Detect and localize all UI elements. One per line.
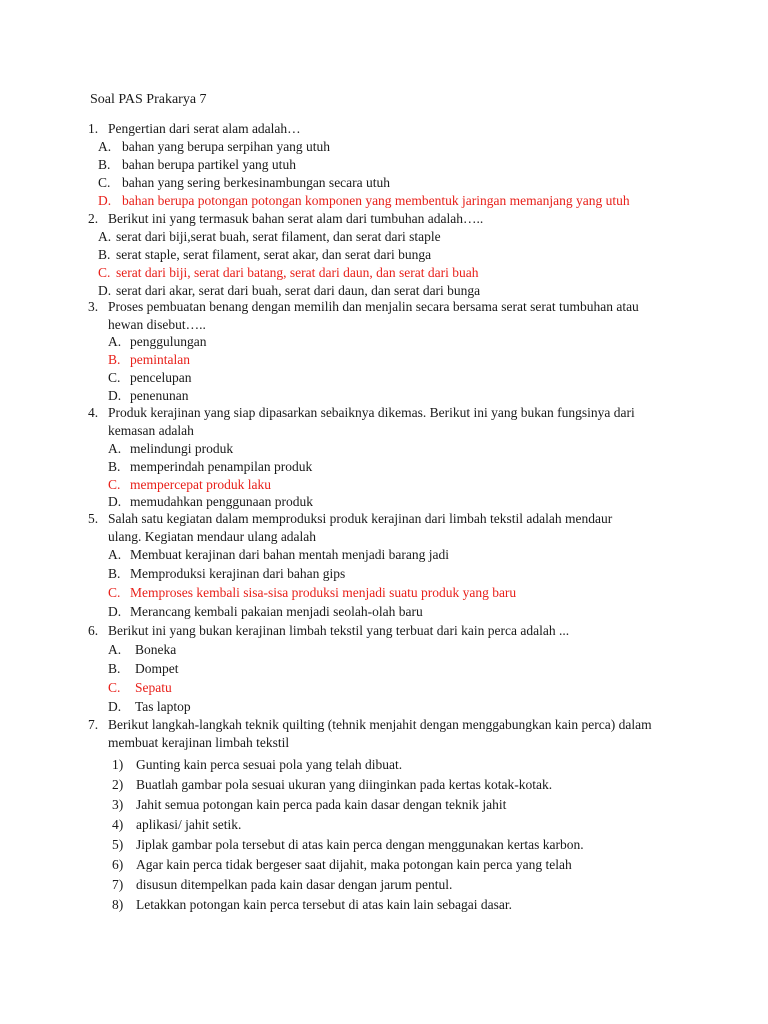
option-label: C. — [98, 265, 111, 280]
question-number: 3. — [88, 299, 99, 314]
step-number: 6) — [112, 857, 124, 872]
question-text: ulang. Kegiatan mendaur ulang adalah — [108, 529, 317, 544]
document-title: Soal PAS Prakarya 7 — [90, 92, 207, 107]
question-number: 2. — [88, 211, 99, 226]
step-number: 2) — [112, 777, 124, 792]
correct-answer-text: mempercepat produk laku — [130, 477, 271, 492]
option-text: Merancang kembali pakaian menjadi seolah-olah baru — [130, 604, 423, 619]
option-text: melindungi produk — [130, 441, 234, 456]
option-label: A. — [98, 229, 112, 244]
question-text: Berikut ini yang bukan kerajinan limbah tekstil yang terbuat dari kain perca adalah ... — [108, 623, 570, 638]
question-text: Pengertian dari serat alam adalah… — [108, 121, 301, 136]
step-number: 5) — [112, 837, 124, 852]
step-text: Letakkan potongan kain perca tersebut di atas kain lain sebagai dasar. — [136, 897, 512, 912]
question-text: Proses pembuatan benang dengan memilih dan menjalin secara bersama serat serat tumbuhan atau — [108, 299, 639, 314]
question-text: Berikut ini yang termasuk bahan serat alam dari tumbuhan adalah….. — [108, 211, 484, 226]
question-number: 5. — [88, 511, 99, 526]
option-label: A. — [98, 139, 112, 154]
option-label: B. — [98, 247, 111, 262]
option-label: C. — [108, 370, 121, 385]
option-label: D. — [108, 388, 122, 403]
step-text: Jahit semua potongan kain perca pada kain dasar dengan teknik jahit — [136, 797, 507, 812]
question-text: Produk kerajinan yang siap dipasarkan sebaiknya dikemas. Berikut ini yang bukan fungsinya dari — [108, 405, 635, 420]
question-number: 6. — [88, 623, 99, 638]
option-label: B. — [108, 352, 121, 367]
option-label: C. — [98, 175, 111, 190]
step-number: 7) — [112, 877, 124, 892]
question-number: 7. — [88, 717, 99, 732]
option-text: serat dari biji,serat buah, serat filament, dan serat dari staple — [116, 229, 441, 244]
step-text: Agar kain perca tidak bergeser saat dijahit, maka potongan kain perca yang telah — [136, 857, 572, 872]
question-number: 1. — [88, 121, 99, 136]
question-text: Salah satu kegiatan dalam memproduksi produk kerajinan dari limbah tekstil adalah mendaur — [108, 511, 613, 526]
option-text: Membuat kerajinan dari bahan mentah menjadi barang jadi — [130, 547, 450, 562]
step-text: aplikasi/ jahit setik. — [136, 817, 242, 832]
option-text: pencelupan — [130, 370, 192, 385]
option-label: B. — [108, 566, 121, 581]
option-text: penenunan — [130, 388, 189, 403]
option-label: B. — [98, 157, 111, 172]
option-label: B. — [108, 661, 121, 676]
option-text: serat staple, serat filament, serat akar, dan serat dari bunga — [116, 247, 432, 262]
question-text: kemasan adalah — [108, 423, 194, 438]
option-label: B. — [108, 459, 121, 474]
option-text: Dompet — [135, 661, 179, 676]
option-label: D. — [98, 193, 112, 208]
option-label: A. — [108, 441, 122, 456]
correct-answer-text: Memproses kembali sisa-sisa produksi menjadi suatu produk yang baru — [130, 585, 517, 600]
step-number: 8) — [112, 897, 124, 912]
step-number: 4) — [112, 817, 124, 832]
correct-answer-text: bahan berupa potongan potongan komponen yang membentuk jaringan memanjang yang utuh — [122, 193, 630, 208]
step-number: 3) — [112, 797, 124, 812]
option-text: serat dari akar, serat dari buah, serat dari daun, dan serat dari bunga — [116, 283, 481, 298]
option-label: A. — [108, 642, 122, 657]
option-text: penggulungan — [130, 334, 207, 349]
option-text: bahan yang berupa serpihan yang utuh — [122, 139, 331, 154]
option-label: A. — [108, 547, 122, 562]
option-text: bahan yang sering berkesinambungan secara utuh — [122, 175, 391, 190]
step-text: Gunting kain perca sesuai pola yang telah dibuat. — [136, 757, 403, 772]
option-text: Memproduksi kerajinan dari bahan gips — [130, 566, 346, 581]
step-text: disusun ditempelkan pada kain dasar dengan jarum pentul. — [136, 877, 453, 892]
option-text: memperindah penampilan produk — [130, 459, 313, 474]
option-text: bahan berupa partikel yang utuh — [122, 157, 296, 172]
option-label: A. — [108, 334, 122, 349]
option-text: memudahkan penggunaan produk — [130, 494, 313, 509]
option-text: Tas laptop — [135, 699, 191, 714]
correct-answer-text: Sepatu — [135, 680, 172, 695]
step-text: Buatlah gambar pola sesuai ukuran yang diinginkan pada kertas kotak-kotak. — [136, 777, 553, 792]
question-number: 4. — [88, 405, 99, 420]
question-text: Berikut langkah-langkah teknik quilting (tehnik menjahit dengan menggabungkan kain perca) dalam — [108, 717, 652, 732]
step-number: 1) — [112, 757, 124, 772]
correct-answer-text: serat dari biji, serat dari batang, serat dari daun, dan serat dari buah — [116, 265, 479, 280]
option-label: D. — [108, 494, 122, 509]
step-text: Jiplak gambar pola tersebut di atas kain perca dengan menggunakan kertas karbon. — [136, 837, 584, 852]
option-label: C. — [108, 477, 121, 492]
option-text: Boneka — [135, 642, 177, 657]
option-label: C. — [108, 585, 121, 600]
correct-answer-text: pemintalan — [130, 352, 190, 367]
option-label: C. — [108, 680, 121, 695]
question-text: hewan disebut….. — [108, 317, 206, 332]
option-label: D. — [98, 283, 112, 298]
question-text: membuat kerajinan limbah tekstil — [108, 735, 290, 750]
option-label: D. — [108, 699, 122, 714]
option-label: D. — [108, 604, 122, 619]
